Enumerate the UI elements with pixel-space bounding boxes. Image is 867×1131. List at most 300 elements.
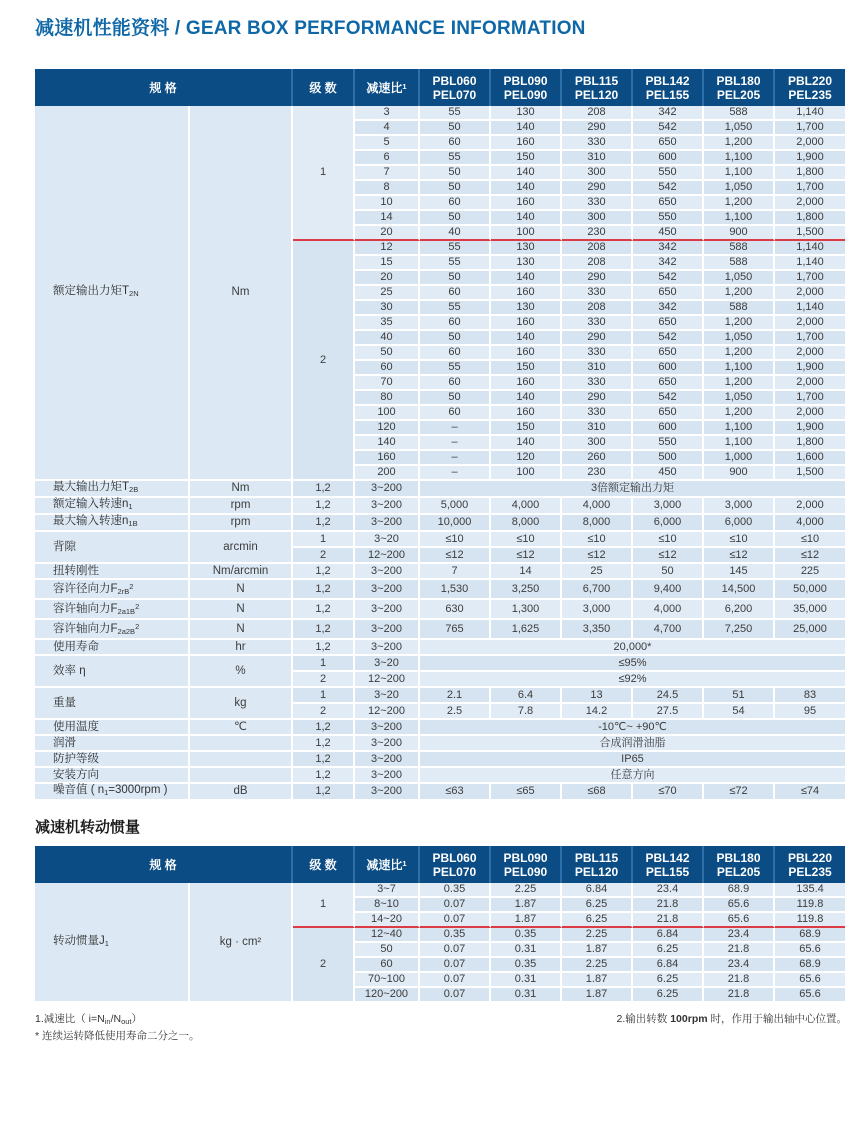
value-cell: 3,000 [633,498,704,515]
inertia-section-title: 减速机转动惯量 [35,819,141,836]
column-header-model [491,69,562,106]
ratio-cell: 140 [355,436,420,451]
value-cell: 1,625 [491,620,562,640]
value-cell: 6,000 [704,515,775,532]
param-name: 防护等级 [35,752,190,768]
value-cell: 0.31 [491,988,562,1003]
column-header-model [704,69,775,106]
value-cell: 55 [420,241,491,256]
value-cell: 208 [562,106,633,121]
value-cell: 300 [562,211,633,226]
stage-cell: 1,2 [293,720,355,736]
value-cell: 145 [704,564,775,580]
value-cell: 542 [633,121,704,136]
value-cell: 342 [633,256,704,271]
value-cell: 900 [704,466,775,481]
value-cell: 230 [562,466,633,481]
value-cell: 51 [704,688,775,704]
value-cell: 8,000 [491,515,562,532]
value-cell: 600 [633,151,704,166]
value-cell: 65.6 [704,898,775,913]
value-cell: 2.1 [420,688,491,704]
value-cell: 230 [562,226,633,241]
ratio-cell: 3~200 [355,720,420,736]
value-cell: 2,000 [775,316,845,331]
value-cell: 1,500 [775,466,845,481]
value-cell: ≤12 [562,548,633,564]
value-cell: 290 [562,331,633,346]
param-unit: rpm [190,498,293,515]
merged-value-cell: ≤95% [420,656,845,672]
merged-value-cell: IP65 [420,752,845,768]
value-cell: 13 [562,688,633,704]
param-unit: hr [190,640,293,656]
value-cell: 0.35 [491,928,562,943]
value-cell: 650 [633,406,704,421]
value-cell: 1,200 [704,406,775,421]
header-row [35,846,845,883]
param-unit: N [190,600,293,620]
value-cell: 1,700 [775,331,845,346]
column-header-model [704,846,775,883]
stage-cell: 1,2 [293,481,355,498]
ratio-cell: 100 [355,406,420,421]
value-cell: 68.9 [704,883,775,898]
value-cell: ≤10 [491,532,562,548]
ratio-cell: 120 [355,421,420,436]
table-row [35,620,845,640]
value-cell: – [420,466,491,481]
value-cell: 1,800 [775,211,845,226]
value-cell: 1,050 [704,271,775,286]
value-cell: 1,700 [775,391,845,406]
param-name: 容许径向力$F_{2rB}^2$ [35,580,190,600]
value-cell: 1,900 [775,151,845,166]
stage-cell: 1,2 [293,752,355,768]
value-cell: 1,200 [704,316,775,331]
param-unit: kg · cm² [190,883,293,1003]
table-row [35,640,845,656]
value-cell: 160 [491,376,562,391]
value-cell: 5,000 [420,498,491,515]
ratio-cell: 4 [355,121,420,136]
table-row [35,481,845,498]
value-cell: 2,000 [775,498,845,515]
value-cell: 550 [633,211,704,226]
value-cell: ≤12 [633,548,704,564]
ratio-cell: 3~200 [355,600,420,620]
param-name: 扭转刚性 [35,564,190,580]
value-cell: 1,100 [704,166,775,181]
value-cell: 21.8 [704,988,775,1003]
param-unit: kg [190,688,293,720]
value-cell: 23.4 [633,883,704,898]
stage-cell: 1 [293,656,355,672]
value-cell: 2.25 [562,928,633,943]
ratio-cell: 15 [355,256,420,271]
value-cell: 10,000 [420,515,491,532]
value-cell: 140 [491,391,562,406]
value-cell: 140 [491,211,562,226]
value-cell: 300 [562,436,633,451]
value-cell: ≤74 [775,784,845,801]
value-cell: ≤12 [420,548,491,564]
value-cell: 21.8 [704,973,775,988]
value-cell: 27.5 [633,704,704,720]
value-cell: 290 [562,391,633,406]
value-cell: ≤12 [704,548,775,564]
ratio-cell: 3~200 [355,481,420,498]
column-header-model [420,846,491,883]
value-cell: 1,200 [704,346,775,361]
merged-value-cell: -10℃~ +90℃ [420,720,845,736]
param-name: 容许轴向力$F_{2a1B}^2$ [35,600,190,620]
value-cell: 130 [491,256,562,271]
ratio-cell: 12~40 [355,928,420,943]
ratio-cell: 3~200 [355,736,420,752]
value-cell: 208 [562,256,633,271]
value-cell: 1,100 [704,421,775,436]
value-cell: 120 [491,451,562,466]
value-cell: 24.5 [633,688,704,704]
value-cell: 68.9 [775,958,845,973]
param-unit: Nm/arcmin [190,564,293,580]
column-header-ratio: 减速比$^1$ [355,846,420,883]
value-cell: 588 [704,241,775,256]
value-cell: 130 [491,241,562,256]
value-cell: 6.84 [562,883,633,898]
param-name: 重量 [35,688,190,720]
value-cell: 60 [420,136,491,151]
value-cell: 0.07 [420,973,491,988]
value-cell: 0.35 [420,928,491,943]
param-unit: N [190,580,293,600]
value-cell: 0.35 [420,883,491,898]
stage-cell: 1,2 [293,498,355,515]
value-cell: 23.4 [704,958,775,973]
ratio-cell: 6 [355,151,420,166]
value-cell: 1,700 [775,181,845,196]
value-cell: 1.87 [562,988,633,1003]
value-cell: 150 [491,361,562,376]
value-cell: 55 [420,151,491,166]
value-cell: ≤72 [704,784,775,801]
value-cell: 7,250 [704,620,775,640]
value-cell: 140 [491,436,562,451]
value-cell: 2.5 [420,704,491,720]
model-name-line2: PEL205 [716,87,761,102]
value-cell: ≤68 [562,784,633,801]
stage-cell: 1,2 [293,564,355,580]
stage-cell: 1,2 [293,620,355,640]
param-name: 额定输出力矩$T_{2N}$ [35,106,190,481]
value-cell: 2,000 [775,136,845,151]
value-cell: 40 [420,226,491,241]
value-cell: 50,000 [775,580,845,600]
table-row [35,656,845,672]
value-cell: 0.07 [420,943,491,958]
value-cell: 3,000 [704,498,775,515]
value-cell: 6,700 [562,580,633,600]
model-name-line2: PEL155 [645,87,690,102]
value-cell: 450 [633,466,704,481]
value-cell: ≤10 [420,532,491,548]
param-name: 额定输入转速$n_1$ [35,498,190,515]
value-cell: 2,000 [775,376,845,391]
param-unit: Nm [190,481,293,498]
ratio-cell: 20 [355,271,420,286]
ratio-cell: 3~200 [355,768,420,784]
value-cell: ≤12 [491,548,562,564]
ratio-cell: 3~20 [355,688,420,704]
table-row [35,784,845,801]
value-cell: 500 [633,451,704,466]
ratio-cell: 60 [355,361,420,376]
value-cell: 290 [562,181,633,196]
value-cell: 550 [633,436,704,451]
ratio-cell: 3~7 [355,883,420,898]
param-unit: % [190,656,293,688]
value-cell: 290 [562,271,633,286]
value-cell: 14.2 [562,704,633,720]
merged-value-cell: ≤92% [420,672,845,688]
value-cell: 60 [420,346,491,361]
ratio-cell: 8 [355,181,420,196]
table-row [35,768,845,784]
param-name: 最大输出力矩$T_{2B}$ [35,481,190,498]
model-name-line2: PEL070 [432,87,477,102]
value-cell: 225 [775,564,845,580]
param-unit [190,736,293,752]
value-cell: 208 [562,241,633,256]
value-cell: 650 [633,196,704,211]
value-cell: 330 [562,196,633,211]
ratio-cell: 30 [355,301,420,316]
value-cell: 1,100 [704,361,775,376]
footnote-left [35,1012,200,1043]
value-cell: 0.31 [491,973,562,988]
column-header-model [633,846,704,883]
value-cell: 60 [420,406,491,421]
stage-cell: 1,2 [293,768,355,784]
stage-cell: 1,2 [293,580,355,600]
param-name: 安装方向 [35,768,190,784]
value-cell: 6.4 [491,688,562,704]
table-row [35,883,845,898]
value-cell: 160 [491,196,562,211]
footnote-speed: 2.输出转数 100rpm 时，作用于输出轴中心位置。 [616,1013,847,1025]
value-cell: 330 [562,136,633,151]
model-name-line1: PBL115 [574,73,619,88]
ratio-cell: 3~200 [355,620,420,640]
value-cell: 330 [562,346,633,361]
stage-cell: 1 [293,532,355,548]
stage-cell: 1,2 [293,736,355,752]
param-name: 润滑 [35,736,190,752]
ratio-cell: 3~200 [355,564,420,580]
column-header-model [633,69,704,106]
value-cell: 6.25 [562,898,633,913]
value-cell: 119.8 [775,913,845,928]
value-cell: 1,100 [704,151,775,166]
ratio-cell: 80 [355,391,420,406]
model-name-line1: PBL180 [716,73,761,88]
value-cell: 600 [633,361,704,376]
ratio-cell: 200 [355,466,420,481]
ratio-cell: 120~200 [355,988,420,1003]
value-cell: 290 [562,121,633,136]
value-cell: ≤70 [633,784,704,801]
ratio-cell: 50 [355,943,420,958]
value-cell: 4,000 [562,498,633,515]
model-name-line2: PEL235 [788,864,832,879]
param-unit: N [190,620,293,640]
model-name-line2: PEL090 [503,87,548,102]
value-cell: 55 [420,301,491,316]
value-cell: 60 [420,316,491,331]
value-cell: 1.87 [491,898,562,913]
value-cell: 135.4 [775,883,845,898]
value-cell: 50 [420,166,491,181]
value-cell: 342 [633,241,704,256]
value-cell: 1,140 [775,256,845,271]
value-cell: 4,000 [491,498,562,515]
ratio-cell: 25 [355,286,420,301]
model-name-line1: PBL115 [574,850,619,865]
param-name: 噪音值 ( $n_1=3000rpm$ ) [35,784,190,801]
value-cell: 1,200 [704,376,775,391]
value-cell: 0.07 [420,958,491,973]
value-cell: 60 [420,376,491,391]
value-cell: 9,400 [633,580,704,600]
value-cell: 160 [491,406,562,421]
param-unit [190,752,293,768]
value-cell: 900 [704,226,775,241]
stage-cell: 2 [293,241,355,481]
model-name-line1: PBL060 [432,850,477,865]
ratio-cell: 50 [355,346,420,361]
value-cell: 8,000 [562,515,633,532]
table-row [35,498,845,515]
value-cell: 140 [491,181,562,196]
value-cell: 1,300 [491,600,562,620]
value-cell: 1,200 [704,196,775,211]
value-cell: 1,200 [704,136,775,151]
header-row [35,69,845,106]
stage-cell: 1 [293,106,355,241]
stage-cell: 1,2 [293,600,355,620]
value-cell: 60 [420,196,491,211]
ratio-cell: 3 [355,106,420,121]
value-cell: 55 [420,256,491,271]
value-cell: 542 [633,181,704,196]
param-name: 使用温度 [35,720,190,736]
performance-table-body [35,106,845,801]
value-cell: 2.25 [491,883,562,898]
value-cell: 450 [633,226,704,241]
table-row [35,736,845,752]
inertia-table-body [35,883,845,1003]
value-cell: 0.07 [420,988,491,1003]
model-name-line1: PBL220 [787,850,833,865]
param-name: 容许轴向力$F_{2a2B}^2$ [35,620,190,640]
value-cell: 21.8 [633,913,704,928]
value-cell: 7 [420,564,491,580]
value-cell: 1,800 [775,436,845,451]
value-cell: 1,530 [420,580,491,600]
value-cell: 1,140 [775,241,845,256]
value-cell: 65.6 [775,973,845,988]
value-cell: 140 [491,166,562,181]
value-cell: 50 [420,181,491,196]
ratio-cell: 5 [355,136,420,151]
ratio-cell: 3~200 [355,752,420,768]
value-cell: 1.87 [562,973,633,988]
ratio-cell: 35 [355,316,420,331]
value-cell: 3,350 [562,620,633,640]
model-name-line2: PEL070 [432,864,477,879]
column-header-spec: 规 格 [35,69,293,106]
column-header-stages: 级 数 [293,846,355,883]
value-cell: 50 [420,331,491,346]
value-cell: 100 [491,226,562,241]
ratio-cell: 12~200 [355,548,420,564]
value-cell: – [420,421,491,436]
merged-value-cell: 20,000* [420,640,845,656]
param-unit: arcmin [190,532,293,564]
value-cell: 588 [704,256,775,271]
value-cell: 1,600 [775,451,845,466]
stage-cell: 1,2 [293,640,355,656]
value-cell: 1,500 [775,226,845,241]
value-cell: ≤12 [775,548,845,564]
value-cell: 2.25 [562,958,633,973]
stage-cell: 1 [293,883,355,928]
value-cell: 21.8 [704,943,775,958]
value-cell: – [420,451,491,466]
table-row [35,580,845,600]
value-cell: 1,100 [704,211,775,226]
value-cell: 23.4 [704,928,775,943]
table-row [35,600,845,620]
model-name-line1: PBL220 [787,73,833,88]
stage-cell: 1,2 [293,515,355,532]
value-cell: 3,000 [562,600,633,620]
ratio-cell: 70 [355,376,420,391]
value-cell: 3,250 [491,580,562,600]
value-cell: 160 [491,136,562,151]
model-name-line2: PEL155 [645,864,690,879]
value-cell: 140 [491,331,562,346]
value-cell: 25,000 [775,620,845,640]
value-cell: 6.84 [633,928,704,943]
value-cell: ≤65 [491,784,562,801]
column-header-model [775,69,845,106]
value-cell: 35,000 [775,600,845,620]
value-cell: 1,100 [704,436,775,451]
value-cell: 14 [491,564,562,580]
footnote-ratio: 1.减速比（ $i=N_{in}/N_{out}$） [35,1013,143,1026]
value-cell: 50 [633,564,704,580]
value-cell: 630 [420,600,491,620]
value-cell: 342 [633,106,704,121]
table-row [35,532,845,548]
model-name-line2: PEL235 [788,87,832,102]
ratio-cell: 3~20 [355,532,420,548]
column-header-stages: 级 数 [293,69,355,106]
value-cell: 2,000 [775,346,845,361]
model-name-line1: PBL060 [432,73,477,88]
